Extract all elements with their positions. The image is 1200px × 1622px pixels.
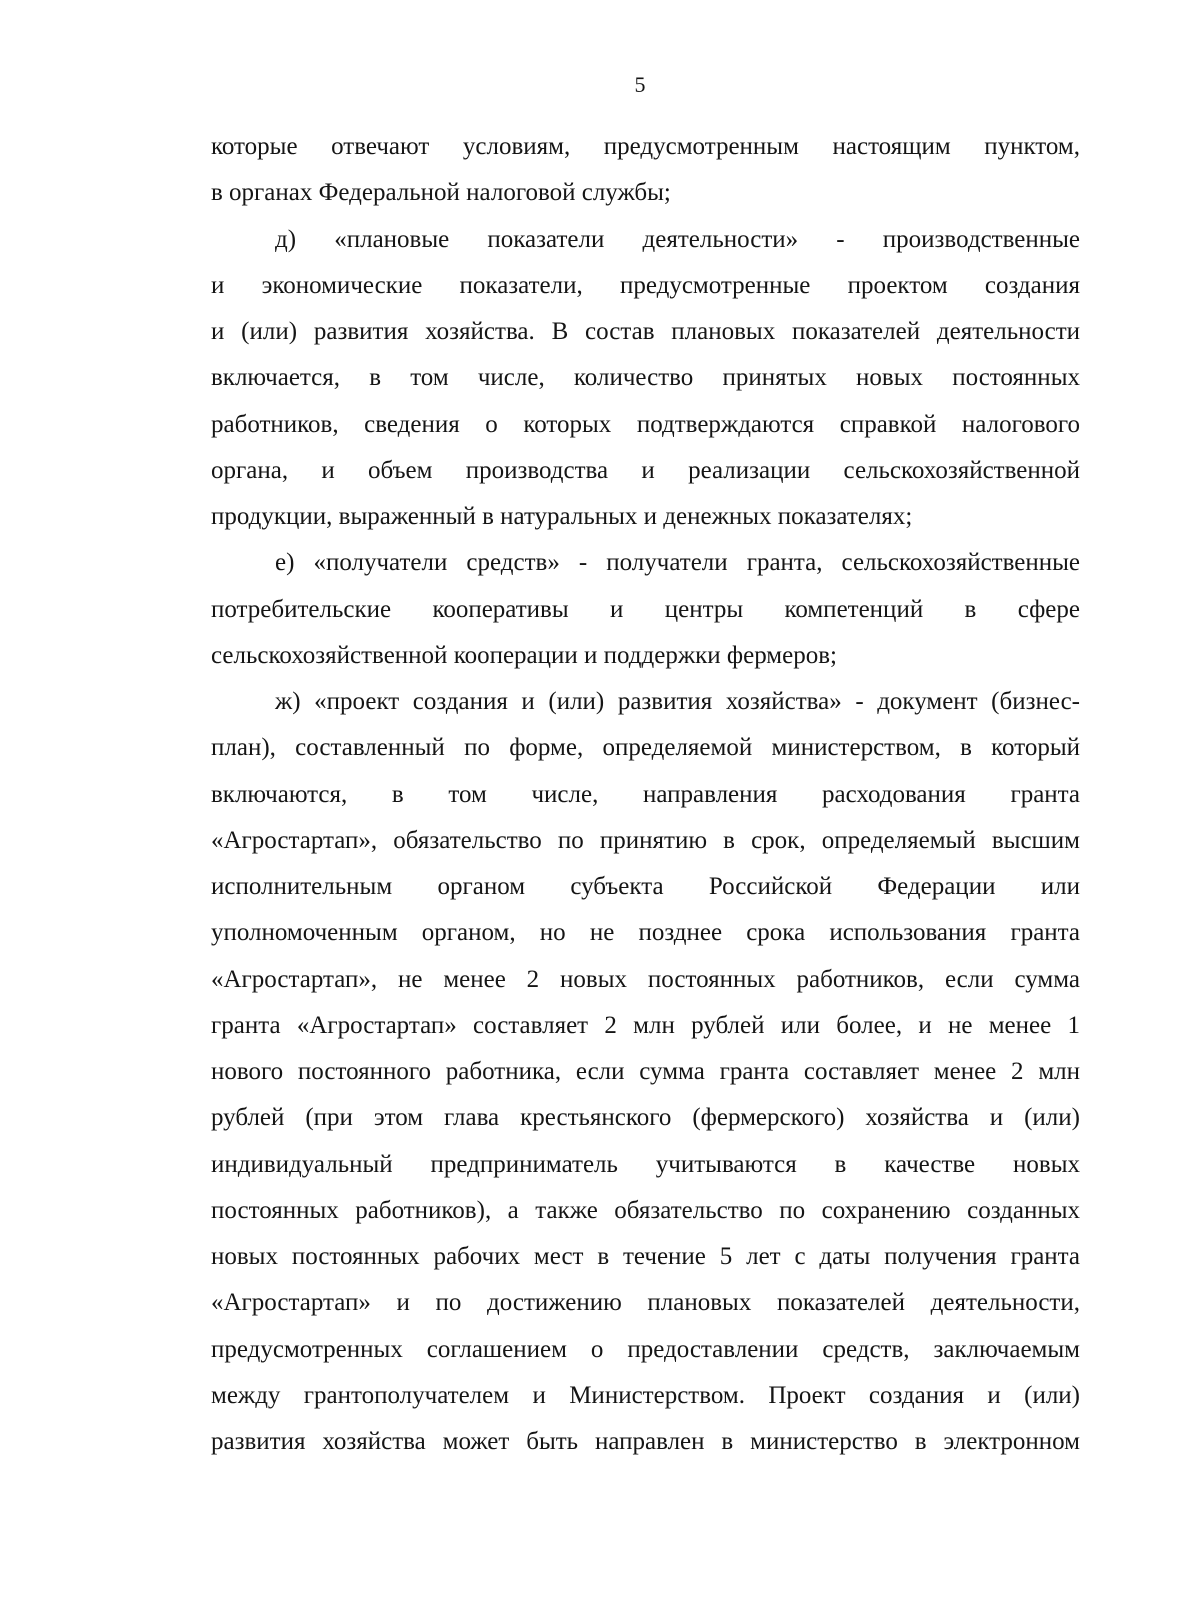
text-line: и экономические показатели, предусмотренные проектом создания xyxy=(211,271,1080,299)
text-line: уполномоченным органом, но не позднее срока использования гранта xyxy=(211,919,1080,947)
text-line: включаются, в том числе, направления расходования гранта xyxy=(211,780,1080,808)
text-line: сельскохозяйственной кооперации и поддержки фермеров; xyxy=(211,641,837,669)
text-line: план), составленный по форме, определяемой министерством, в который xyxy=(211,734,1080,762)
text-line: гранта «Агростартап» составляет 2 млн рублей или более, и не менее 1 xyxy=(211,1011,1080,1039)
paragraph-d-first-line: д) «плановые показатели деятельности» - производственные xyxy=(275,225,1080,253)
text-line: новых постоянных рабочих мест в течение 5 лет с даты получения гранта xyxy=(211,1243,1080,1270)
text-line: органа, и объем производства и реализации сельскохозяйственной xyxy=(211,456,1080,484)
text-line: исполнительным органом субъекта Российской Федерации или xyxy=(211,873,1080,900)
text-line: потребительские кооперативы и центры компетенций в сфере xyxy=(211,595,1080,623)
paragraph-e-first-line: е) «получатели средств» - получатели гранта, сельскохозяйственные xyxy=(275,549,1080,577)
text-line: которые отвечают условиям, предусмотренным настоящим пунктом, xyxy=(211,133,1080,160)
text-line: постоянных работников), а также обязательство по сохранению созданных xyxy=(211,1196,1080,1224)
text-line: включается, в том числе, количество принятых новых постоянных xyxy=(211,364,1080,392)
text-line: предусмотренных соглашением о предоставлении средств, заключаемым xyxy=(211,1335,1080,1363)
paragraph-zh-first-line: ж) «проект создания и (или) развития хозяйства» - документ (бизнес- xyxy=(275,688,1080,715)
text-line: «Агростартап» и по достижению плановых показателей деятельности, xyxy=(211,1289,1080,1317)
text-line: между грантополучателем и Министерством. Проект создания и (или) xyxy=(211,1381,1080,1409)
text-line: развития хозяйства может быть направлен в министерство в электронном xyxy=(211,1428,1080,1455)
text-line: «Агростартап», не менее 2 новых постоянных работников, если сумма xyxy=(211,965,1080,993)
text-line: в органах Федеральной налоговой службы; xyxy=(211,179,671,207)
text-line: индивидуальный предприниматель учитываются в качестве новых xyxy=(211,1150,1080,1178)
text-line: работников, сведения о которых подтверждаются справкой налогового xyxy=(211,410,1080,438)
page-number: 5 xyxy=(634,72,646,97)
text-line: «Агростартап», обязательство по принятию в срок, определяемый высшим xyxy=(211,826,1080,854)
text-line: продукции, выраженный в натуральных и денежных показателях; xyxy=(211,503,913,530)
text-line: нового постоянного работника, если сумма гранта составляет менее 2 млн xyxy=(211,1058,1080,1085)
document-body xyxy=(211,124,1080,1465)
text-line: рублей (при этом глава крестьянского (фермерского) хозяйства и (или) xyxy=(211,1104,1080,1132)
text-line: и (или) развития хозяйства. В состав плановых показателей деятельности xyxy=(211,318,1080,345)
